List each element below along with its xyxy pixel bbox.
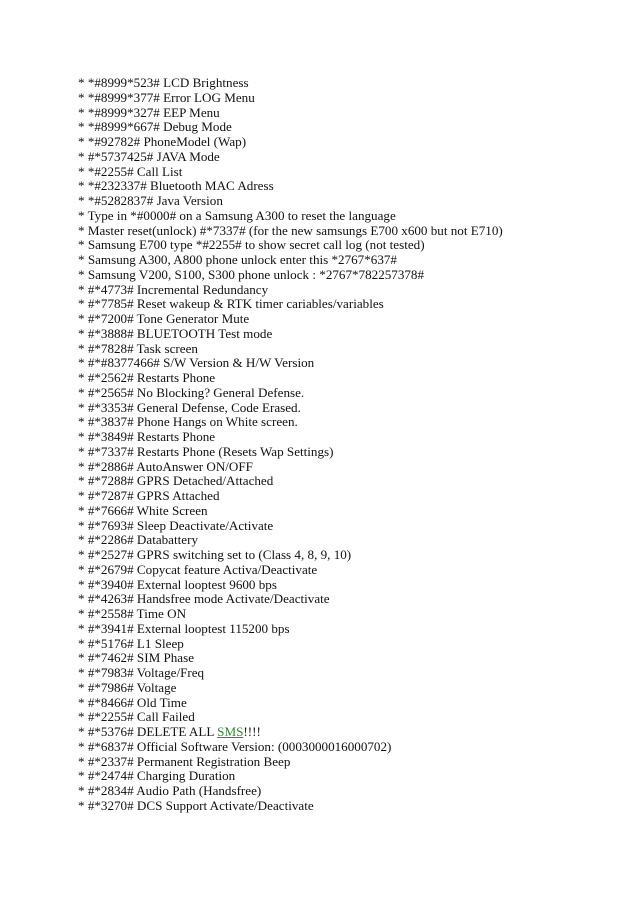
code-line: * #*7785# Reset wakeup & RTK timer cariables/variables: [78, 296, 384, 312]
code-line-prefix: * #*5376# DELETE ALL: [78, 724, 218, 739]
code-line: * #*3270# DCS Support Activate/Deactivate: [78, 797, 314, 813]
code-line: * #*8466# Old Time: [78, 694, 187, 710]
code-line: * Type in *#0000# on a Samsung A300 to reset the language: [78, 207, 396, 223]
code-line: * #*2255# Call Failed: [78, 709, 195, 725]
code-line: * #*7462# SIM Phase: [78, 650, 195, 666]
code-line: * #*5737425# JAVA Mode: [78, 148, 220, 164]
code-list: [78, 76, 618, 814]
code-line: * *#2255# Call List: [78, 163, 183, 179]
code-line: * #*7828# Task screen: [78, 340, 198, 356]
code-line: * #*7287# GPRS Attached: [78, 488, 220, 503]
code-line: * #*7986# Voltage: [78, 679, 177, 695]
code-line: * #*2527# GPRS switching set to (Class 4, 8, 9, 10): [78, 547, 352, 562]
code-line: * #*5176# L1 Sleep: [78, 635, 184, 651]
code-line-suffix: !!!!: [243, 724, 261, 739]
code-line: * #*2679# Copycat feature Activa/Deactivate: [78, 561, 318, 577]
code-line: * Master reset(unlock) #*7337# (for the new samsungs E700 x600 but not E710): [78, 222, 503, 238]
code-line: * #*4773# Incremental Redundancy: [78, 281, 269, 297]
sms-link[interactable]: SMS: [217, 724, 244, 739]
code-line: * *#8999*327# EEP Menu: [78, 104, 220, 120]
code-line: * #*3849# Restarts Phone: [78, 429, 216, 444]
code-line: * #*2286# Databattery: [78, 532, 198, 548]
code-line: * Samsung A300, A800 phone unlock enter this *2767*637#: [78, 252, 397, 267]
code-line: * #*2562# Restarts Phone: [78, 370, 216, 385]
code-line: * #*6837# Official Software Version: (0003000016000702): [78, 738, 392, 754]
code-line: * #*2337# Permanent Registration Beep: [78, 753, 291, 769]
code-line: * #*7200# Tone Generator Mute: [78, 311, 250, 326]
code-line: * *#8999*667# Debug Mode: [78, 119, 232, 135]
code-line: * #*7693# Sleep Deactivate/Activate: [78, 517, 274, 533]
code-line: [78, 725, 618, 740]
code-line: * *#5282837# Java Version: [78, 193, 223, 208]
code-line: * #*7666# White Screen: [78, 502, 208, 518]
code-line: * #*2834# Audio Path (Handsfree): [78, 783, 262, 798]
code-line: * #*2474# Charging Duration: [78, 768, 236, 784]
code-line: * #*2565# No Blocking? General Defense.: [78, 384, 305, 400]
code-line: * *#92782# PhoneModel (Wap): [78, 134, 247, 149]
code-line: * Samsung V200, S100, S300 phone unlock : *2767*782257378#: [78, 266, 425, 282]
code-line: * *#8999*523# LCD Brightness: [78, 75, 249, 90]
code-line: * #*3940# External looptest 9600 bps: [78, 576, 277, 592]
code-line: * Samsung E700 type *#2255# to show secret call log (not tested): [78, 237, 425, 253]
code-line: * #*3941# External looptest 115200 bps: [78, 620, 290, 636]
code-line: * #*4263# Handsfree mode Activate/Deactivate: [78, 591, 330, 607]
code-line: * #*2886# AutoAnswer ON/OFF: [78, 458, 253, 474]
code-line: * #*3353# General Defense, Code Erased.: [78, 399, 301, 415]
code-line: * *#232337# Bluetooth MAC Adress: [78, 178, 274, 194]
code-line: * #*2558# Time ON: [78, 606, 187, 621]
code-line: * *#8999*377# Error LOG Menu: [78, 89, 255, 105]
code-line: * #*3837# Phone Hangs on White screen.: [78, 414, 298, 430]
code-line: * #*7337# Restarts Phone (Resets Wap Settings): [78, 443, 334, 459]
code-line: * #*#8377466# S/W Version & H/W Version: [78, 355, 315, 371]
code-line: * #*3888# BLUETOOTH Test mode: [78, 325, 273, 341]
code-line: * #*7288# GPRS Detached/Attached: [78, 473, 274, 489]
code-line: * #*7983# Voltage/Freq: [78, 665, 205, 680]
